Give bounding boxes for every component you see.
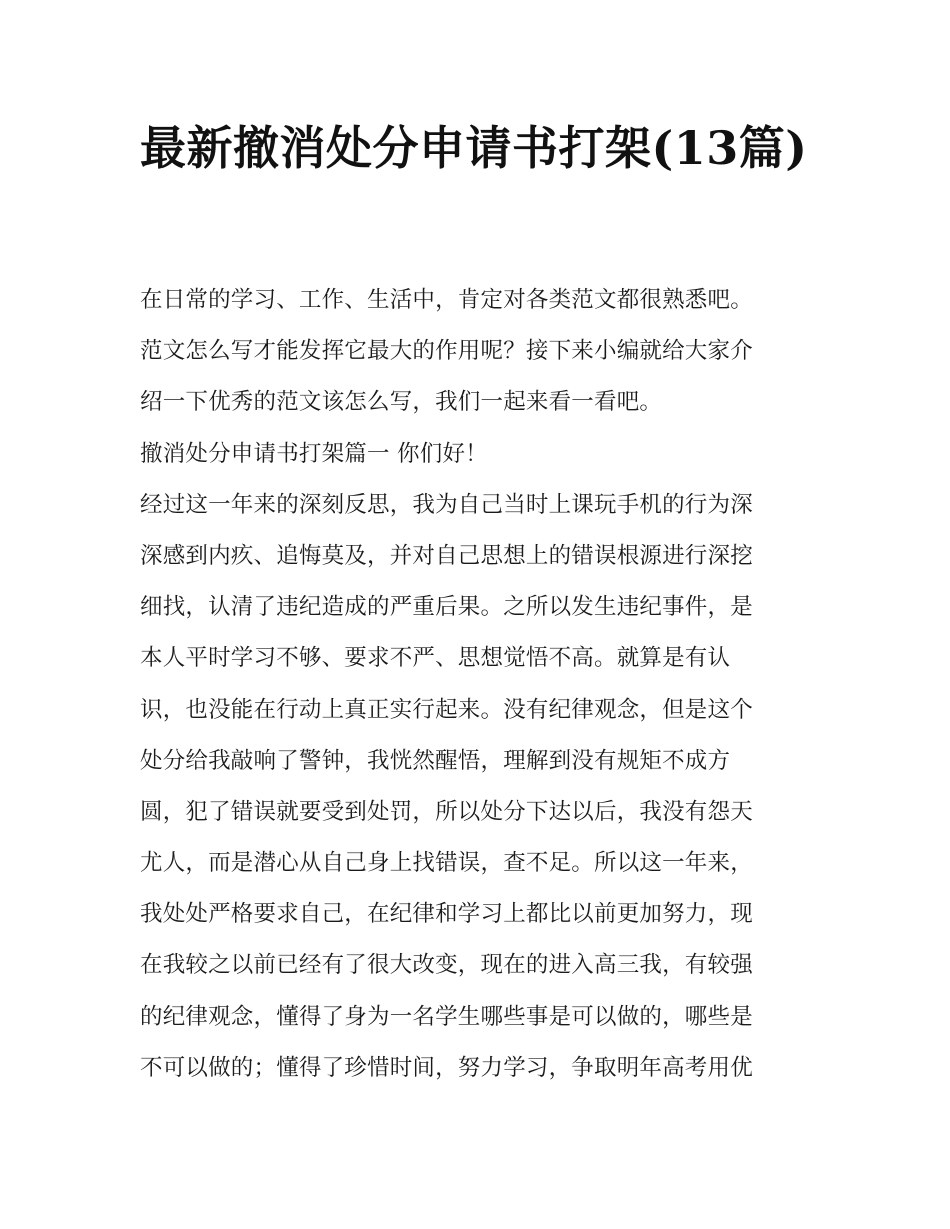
body-line: 在日常的学习、工作、生活中，肯定对各类范文都很熟悉吧。 [140,287,753,313]
section-heading-line: 撤消处分申请书打架篇一 你们好！ [140,440,488,467]
document-body [140,278,820,1097]
body-line: 处分给我敲响了警钟，我恍然醒悟，理解到没有规矩不成方 [140,747,731,774]
document-title: 最新撤消处分申请书打架(13篇) [140,121,808,175]
body-line: 经过这一年来的深刻反思，我为自己当时上课玩手机的行为深 [140,491,753,518]
body-line: 圆，犯了错误就要受到处罚，所以处分下达以后，我没有怨天 [140,798,753,825]
body-line: 在我较之以前已经有了很大改变，现在的进入高三我，有较强 [140,952,753,979]
body-line: 尤人，而是潜心从自己身上找错误，查不足。所以这一年来， [140,850,753,877]
body-line: 本人平时学习不够、要求不严、思想觉悟不高。就算是有认 [140,645,731,672]
body-line: 细找，认清了违纪造成的严重后果。之所以发生违纪事件，是 [140,594,753,621]
body-line: 识，也没能在行动上真正实行起来。没有纪律观念，但是这个 [140,696,753,723]
body-line: 绍一下优秀的范文该怎么写，我们一起来看一看吧。 [140,389,663,416]
body-line: 不可以做的；懂得了珍惜时间，努力学习，争取明年高考用优 [140,1054,753,1081]
body-line: 深感到内疚、追悔莫及，并对自己思想上的错误根源进行深挖 [140,542,753,569]
body-line: 范文怎么写才能发挥它最大的作用呢？接下来小编就给大家介 [140,338,753,365]
body-line: 的纪律观念，懂得了身为一名学生哪些事是可以做的，哪些是 [140,1003,753,1030]
body-line: 我处处严格要求自己，在纪律和学习上都比以前更加努力，现 [140,901,753,928]
